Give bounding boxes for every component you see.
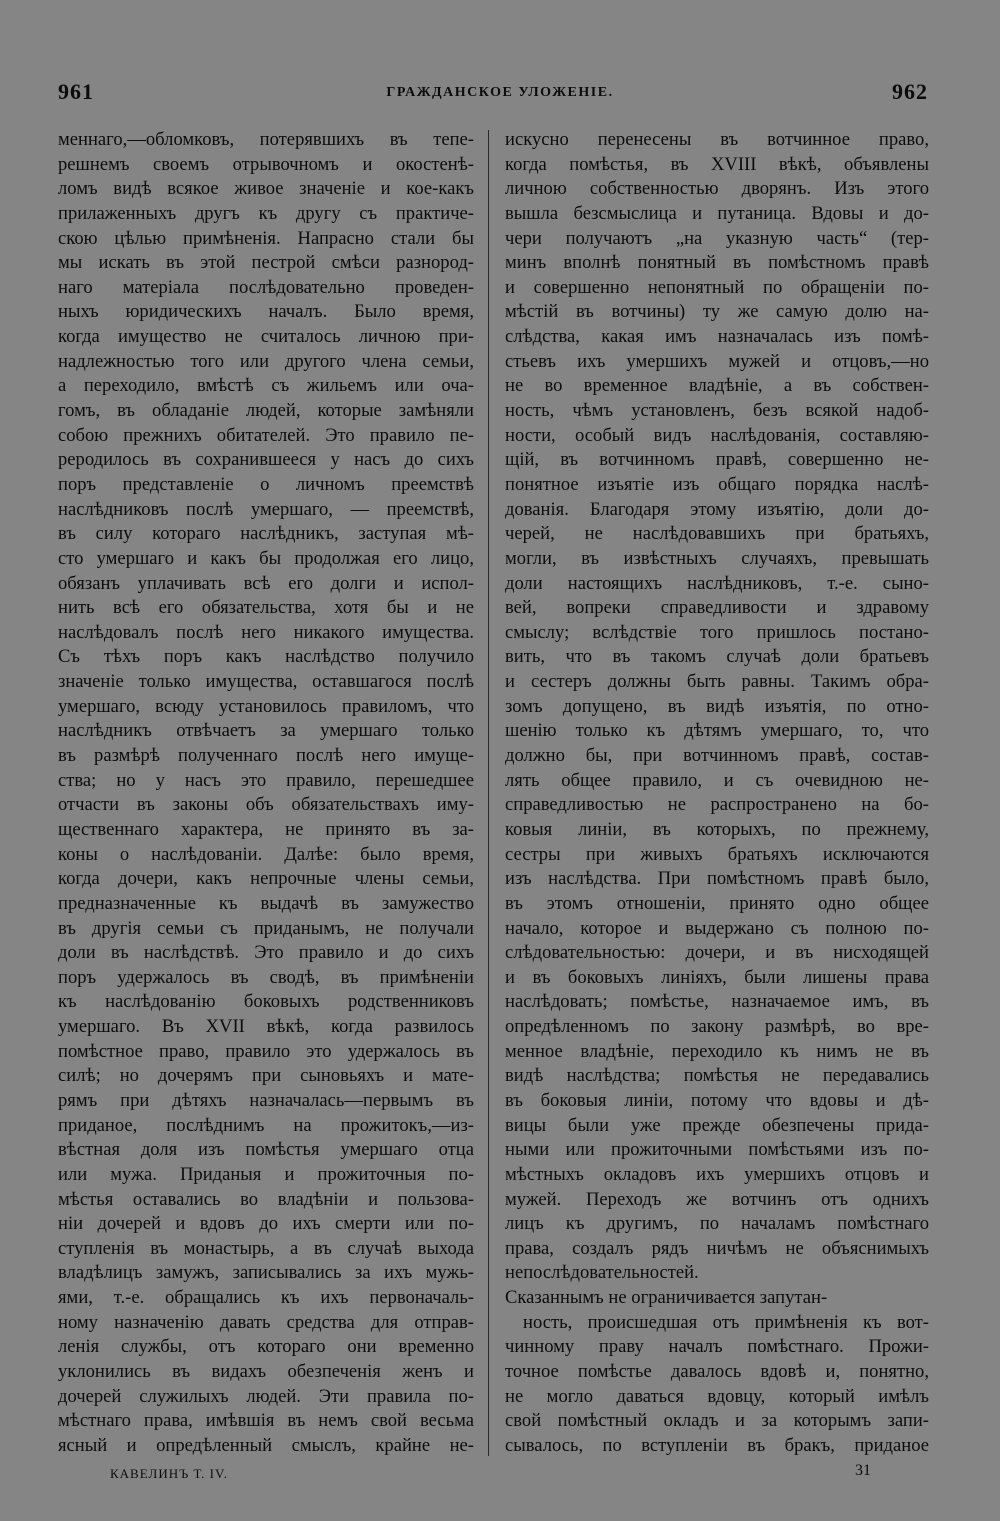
text-line: умершаго, всюду установилось правиломъ, что [58,695,474,717]
text-line: слѣдства, какая имъ назначалась изъ помѣ- [505,326,929,348]
text-line: непослѣдовательностей. [505,1262,699,1284]
text-line: мѣстья оставались во владѣніи и пользова- [58,1188,474,1210]
text-line: свой помѣстный окладъ и за которымъ запи- [505,1410,929,1432]
text-line: искусно перенесены въ вотчинное право, [505,129,929,150]
text-line: ности, особый видъ наслѣдованія, составляю- [505,424,929,446]
text-line: наслѣдниковъ послѣ умершаго, — преемствѣ, [58,498,474,520]
text-line: Съ тѣхъ поръ какъ наслѣдство получило [58,646,474,668]
text-line: ніи дочерей и вдовъ до ихъ смерти или по- [58,1213,474,1235]
text-line: дочерей служилыхъ людей. Эти правила по- [58,1385,474,1407]
text-line: реродилось въ сохранившееся у насъ до сихъ [58,449,474,471]
text-line: и сестеръ должны быть равны. Такимъ обра- [505,671,929,693]
text-line: видѣ наслѣдства; помѣстья не передавались [505,1065,929,1087]
text-line: или мужа. Приданыя и прожиточныя по- [58,1163,474,1185]
text-line: стьевъ ихъ умершихъ мужей и отцовъ,—но [505,350,929,372]
right-column [505,128,929,1459]
text-line: ность, чѣмъ установленъ, безъ всякой надоб- [505,400,929,422]
text-line: рямъ при дѣтяхъ назначалась—первымъ въ [58,1089,474,1111]
text-line: въ другія семьи съ приданымъ, не получали [58,917,474,939]
text-line: и совершенно непонятный по обращеніи по- [505,276,929,298]
text-line: уклонились въ видахъ обезпеченія женъ и [58,1361,474,1383]
text-line: мы искать въ этой пестрой смѣси разнород- [58,252,474,274]
text-line: наслѣдовать; помѣстье, назначаемое имъ, въ [505,991,929,1013]
text-line: зомъ допущено, въ видѣ изъятія, по отно- [505,695,929,717]
text-line: наго матеріала послѣдовательно проведен- [58,276,474,298]
text-line: въ силу котораго наслѣдникъ, заступая мѣ- [58,523,474,545]
text-line: вышла безсмыслица и путаница. Вдовы и до- [505,202,929,224]
text-line: ность, происшедшая отъ примѣненія къ вот- [523,1311,929,1333]
text-line: черей, не наслѣдовавшихъ при братьяхъ, [505,523,929,545]
text-line: мѣстій въ вотчины) ту же самую долю на- [505,301,929,323]
text-line: ями, т.-е. обращались къ ихъ первоначаль- [58,1287,474,1309]
footer-author-volume: КАВЕЛИНЪ Т. IV. [110,1466,228,1481]
text-line: справедливостью не распространено на бо- [505,794,929,816]
text-line: начало, которое и выдержано съ полною по- [505,917,929,939]
text-line: поръ представленіе о личномъ преемствѣ [58,473,474,495]
text-line: ныхъ юридическихъ началъ. Было время, [58,301,474,323]
signature-mark: 31 [855,1462,871,1479]
text-line: дованія. Благодаря этому изъятію, доли до- [505,498,929,520]
text-line: сестры при живыхъ братьяхъ исключаются [505,843,929,865]
text-line: вѣстная доля изъ помѣстья умершаго отца [58,1139,474,1161]
text-line: должно бы, при вотчинномъ правѣ, состав- [505,745,929,767]
text-line: помѣстное право, правило это удержалось въ [58,1040,474,1062]
text-line: вить, что въ такомъ случаѣ доли братьевъ [505,646,929,668]
text-line: мѣстнаго права, имѣвшія въ немъ свой весьма [58,1410,474,1432]
text-line: лицъ къ другимъ, по началамъ помѣстнаго [505,1213,929,1235]
text-line: ломъ видѣ всякое живое значеніе и кое-какъ [58,178,474,200]
text-line: когда имущество не считалось личною при- [58,326,474,348]
text-line: ковыя линіи, въ которыхъ, по прежнему, [505,818,929,840]
running-title: ГРАЖДАНСКОЕ УЛОЖЕНІЕ. [386,85,614,100]
text-line: въ этомъ отношеніи, принято одно общее [505,892,929,914]
text-line: собою прежнихъ обитателей. Это правило пе- [58,424,474,446]
text-line: ному назначенію давать средства для отправ- [58,1311,474,1333]
text-line: ясный и опредѣленный смыслъ, крайне не- [58,1434,474,1456]
text-line: вицы были уже прежде обезпечены прида- [505,1114,929,1136]
text-line: наслѣдовалъ послѣ него никакого имущества. [58,621,474,643]
text-line: могли, въ извѣстныхъ случаяхъ, превышать [505,547,929,569]
text-line: решнемъ своемъ отрывочномъ и окостенѣ- [58,153,474,175]
text-line: щій, въ вотчинномъ правѣ, совершенно не- [505,449,929,471]
text-line: ступленія въ монастырь, а въ случаѣ выхода [58,1237,474,1259]
text-line: опредѣленномъ по закону размѣрѣ, во вре- [505,1016,929,1038]
text-line: изъ наслѣдства. При помѣстномъ правѣ было, [505,868,929,890]
text-line: доли въ наслѣдствѣ. Это правило и до сихъ [58,942,474,964]
text-line: лять общее правило, и съ очевидною не- [505,769,929,791]
text-line: чери получаютъ „на указную часть“ (тер- [505,227,929,249]
text-line: права, создалъ рядъ ничѣмъ не объяснимыхъ [505,1237,929,1259]
text-line: умершаго. Въ XVII вѣкѣ, когда развилось [58,1016,474,1038]
text-line: гомъ, въ обладаніе людей, которые замѣняли [58,400,474,422]
text-line: мѣстныхъ окладовъ ихъ умершихъ отцовъ и [505,1163,929,1185]
text-line: когда помѣстья, въ XVIII вѣкѣ, объявлены [505,153,929,175]
text-line: приданое, послѣднимъ на прожитокъ,—из- [58,1114,474,1136]
text-line: меннаго,—обломковъ, потерявшихъ въ тепе- [58,129,474,150]
column-divider [488,130,489,1456]
text-line: ленія службы, отъ котораго они временно [58,1336,474,1358]
text-line: силѣ; но дочерямъ при сыновьяхъ и мате- [58,1065,474,1087]
text-line: прилаженныхъ другъ къ другу съ практиче- [58,202,474,224]
page-number-right: 962 [892,79,928,104]
text-line: доли настоящихъ наслѣдниковъ, т.-е. сыно- [505,572,929,594]
text-line: шенію только къ дѣтямъ умершаго, то, что [505,720,929,742]
text-line: щественнаго характера, не принято въ за- [58,818,474,840]
text-line: когда дочери, какъ непрочные члены семьи, [58,868,474,890]
text-line: въ размѣрѣ полученнаго послѣ него имуще- [58,745,474,767]
text-line: предназначенные къ выдачѣ въ замужество [58,892,474,914]
text-line: Сказаннымъ не ограничивается запутан- [505,1287,828,1309]
text-line: вей, вопреки справедливости и здравому [505,597,929,619]
text-line: нить всѣ его обязательства, хотя бы и не [58,597,474,619]
text-line: коны о наслѣдованіи. Далѣе: было время, [58,843,474,865]
page-number-left: 961 [58,79,94,104]
text-line: ными или прожиточными помѣстьями изъ по- [505,1139,929,1161]
text-line: точное помѣстье давалось вдовѣ и, понятно, [505,1361,929,1383]
text-line: личною собственностью дворянъ. Изъ этого [505,178,929,200]
text-line: сто умершаго и какъ бы продолжая его лицо, [58,547,474,569]
text-line: чинному праву началъ помѣстнаго. Прожи- [505,1336,929,1358]
text-line: наслѣдникъ отвѣчаетъ за умершаго только [58,720,474,742]
text-line: не во временное владѣніе, а въ собствен- [505,375,929,397]
text-line: не могло даваться вдовцу, который имѣлъ [505,1385,929,1407]
text-line: и въ боковыхъ линіяхъ, были лишены права [505,966,929,988]
text-line: мужей. Переходъ же вотчинъ отъ однихъ [505,1188,929,1210]
text-line: менное владѣніе, переходило къ нимъ не въ [505,1040,929,1062]
text-line: значеніе только имущества, оставшагося послѣ [58,671,474,693]
text-line: поръ удержалось въ сводѣ, въ примѣненіи [58,966,474,988]
text-line: въ боковыя линіи, потому что вдовы и дѣ- [505,1089,929,1111]
text-line: понятное изъятіе изъ общаго порядка наслѣ- [505,473,929,495]
left-column [58,128,474,1459]
text-line: обязанъ уплачивать всѣ его долги и испол- [58,572,474,594]
text-line: а переходило, вмѣстѣ съ жильемъ или оча- [58,375,474,397]
text-line: смыслу; вслѣдствіе того пришлось постано- [505,621,929,643]
text-line: минъ вполнѣ понятный въ помѣстномъ правѣ [505,252,929,274]
text-line: слѣдовательностью: дочери, и въ нисходящей [505,942,929,964]
text-line: владѣлицъ замужъ, записывались за ихъ мужь- [58,1262,474,1284]
text-line: къ наслѣдованію боковыхъ родственниковъ [58,991,474,1013]
text-line: сывалось, по вступленіи въ бракъ, приданое [505,1434,929,1456]
text-line: отчасти въ законы объ обязательствахъ иму- [58,794,474,816]
text-line: надлежностью того или другого члена семьи, [58,350,474,372]
text-line: ства; но у насъ это правило, перешедшее [58,769,474,791]
text-line: скою цѣлью примѣненія. Напрасно стали бы [58,227,474,249]
